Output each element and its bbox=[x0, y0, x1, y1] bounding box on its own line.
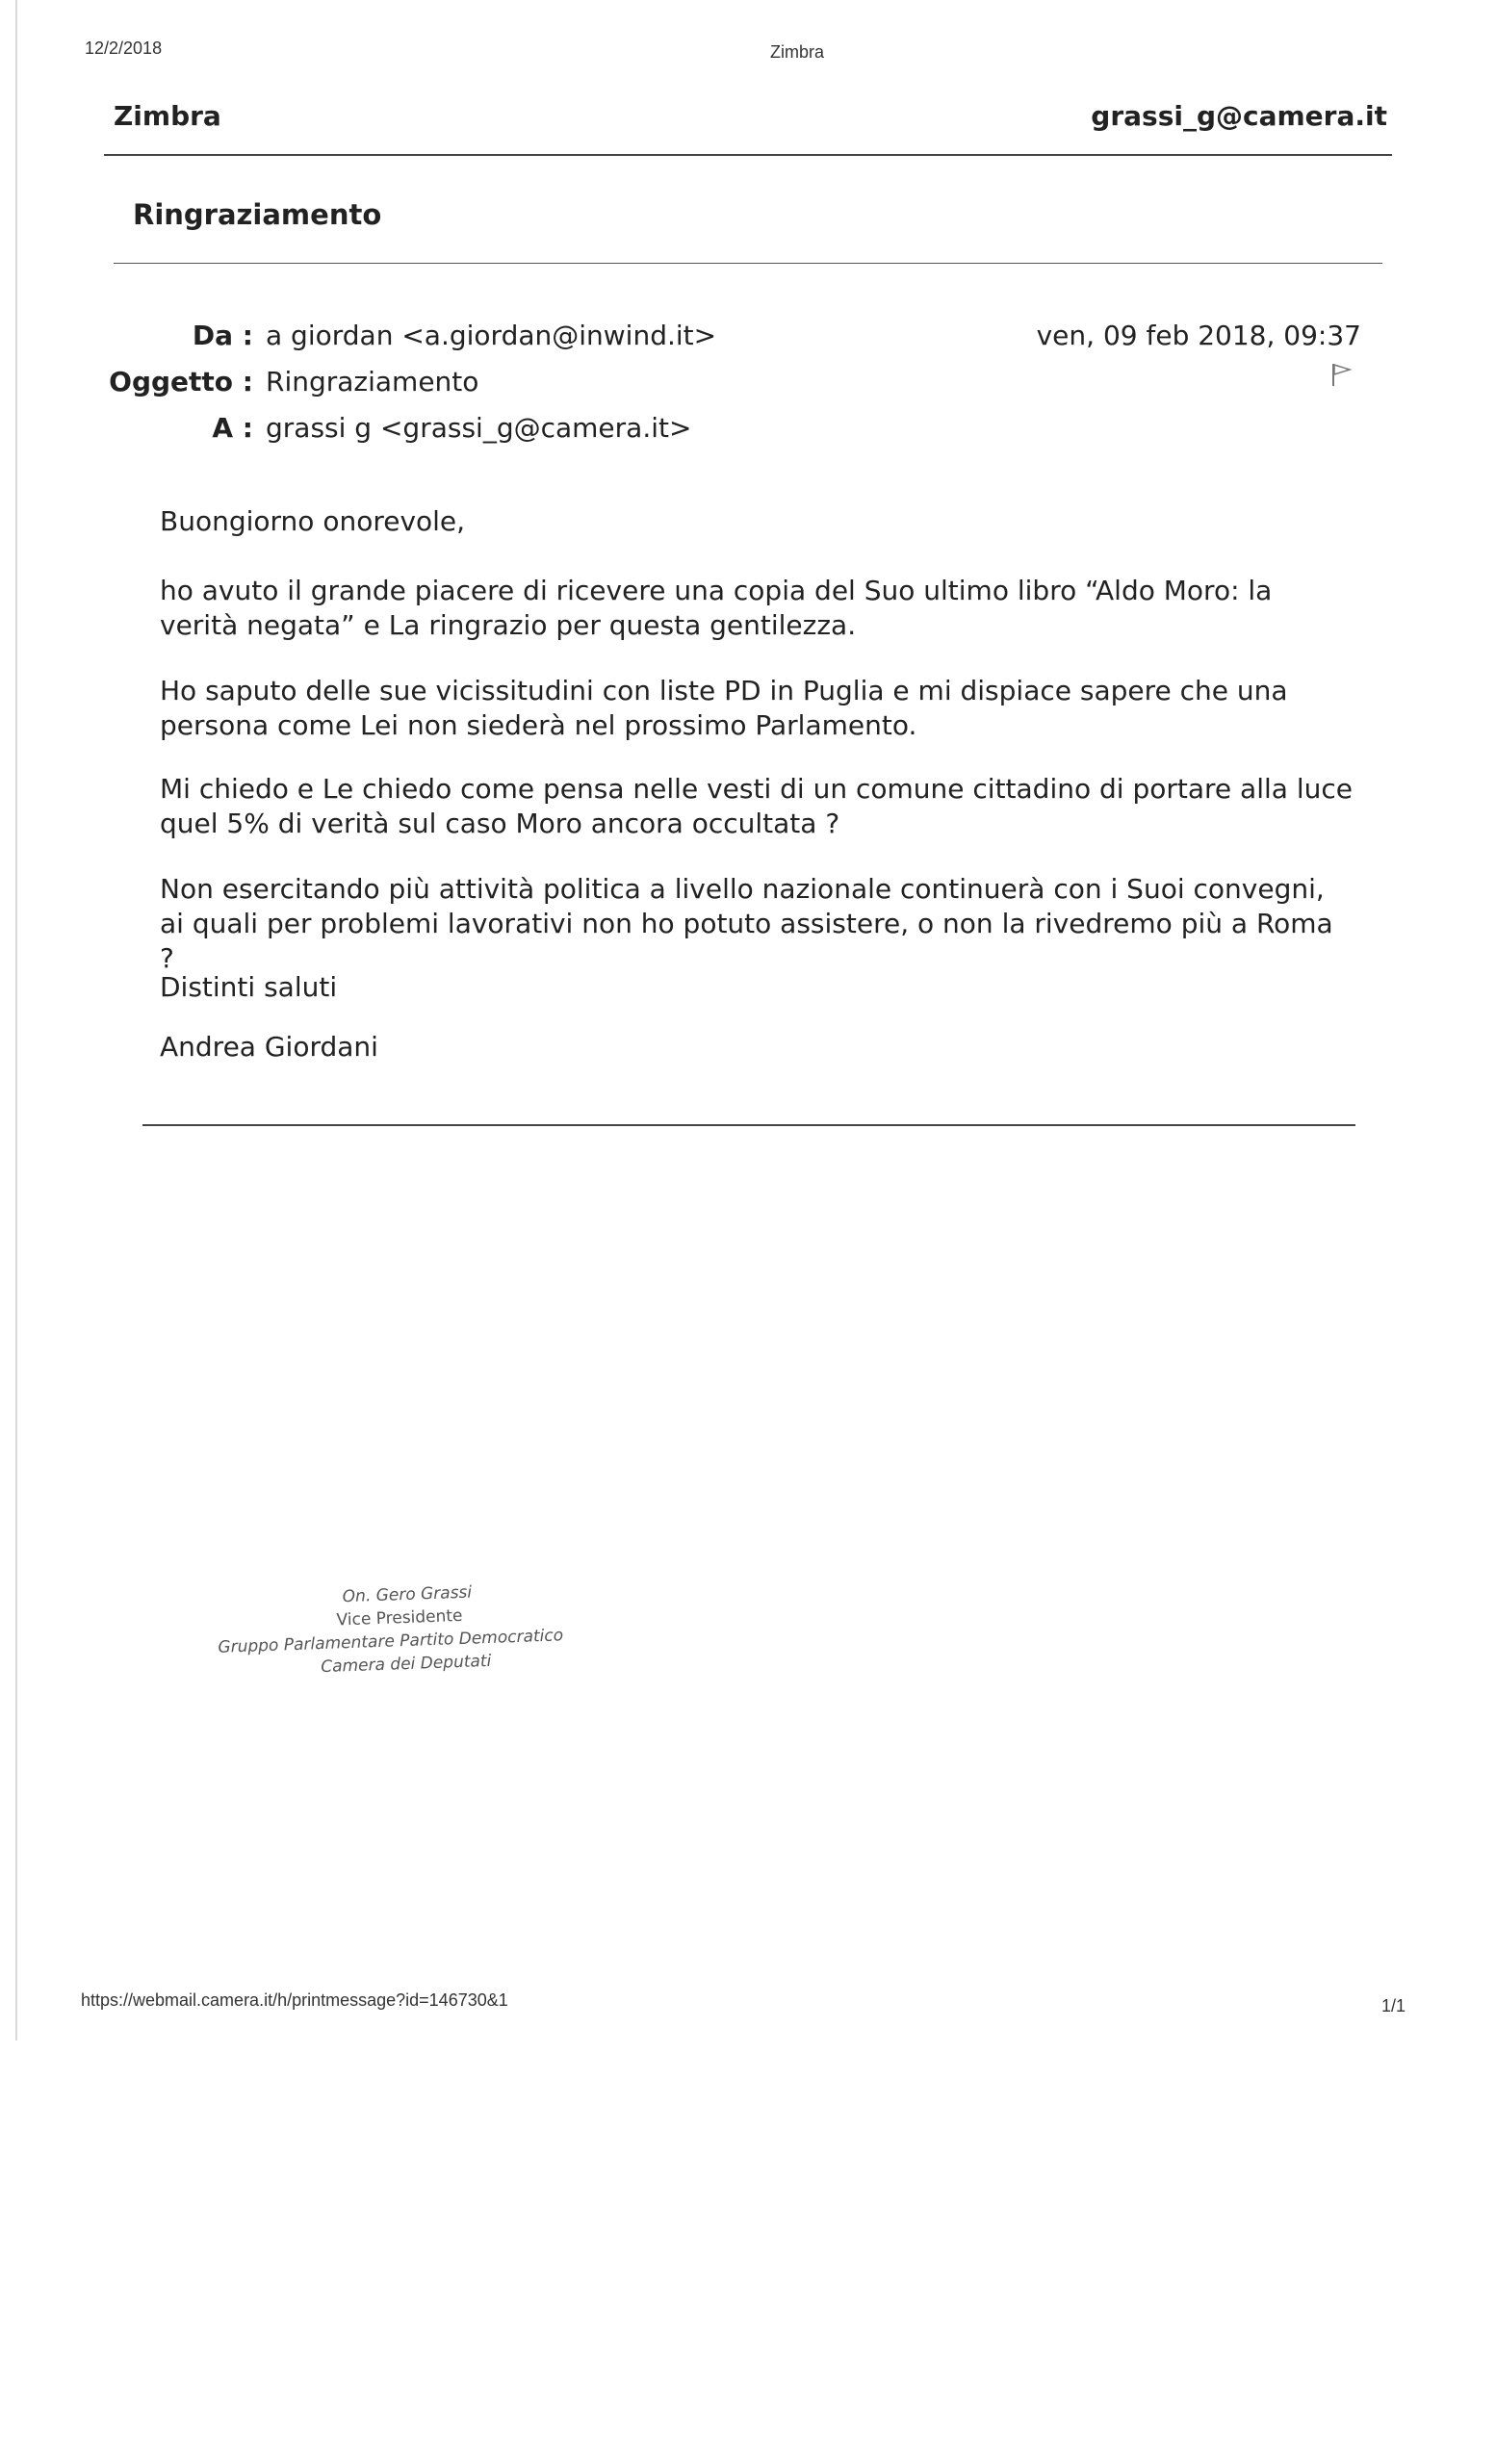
print-page-title: Zimbra bbox=[770, 42, 825, 62]
stamp-institution: Camera dei Deputati bbox=[320, 1651, 492, 1678]
message-subject-title: Ringraziamento bbox=[133, 198, 382, 231]
app-name: Zimbra bbox=[114, 100, 221, 132]
body-paragraph-1: ho avuto il grande piacere di ricevere una copia del Suo ultimo libro “Aldo Moro: la verità negata” e La ringrazio per questa gentilezza. bbox=[160, 575, 1273, 641]
account-email: grassi_g@camera.it bbox=[1091, 100, 1387, 132]
print-date: 12/2/2018 bbox=[85, 38, 163, 58]
scan-edge bbox=[15, 0, 17, 2040]
body-greeting: Buongiorno onorevole, bbox=[160, 505, 466, 537]
flag-icon[interactable] bbox=[1330, 362, 1354, 387]
body-closing: Distinti saluti bbox=[160, 971, 338, 1003]
message-end-divider bbox=[142, 1124, 1355, 1126]
to-value: grassi g <grassi_g@camera.it> bbox=[266, 412, 692, 444]
stamp-role: Vice Presidente bbox=[336, 1605, 463, 1630]
print-page-number: 1/1 bbox=[1380, 1996, 1406, 2015]
header-divider bbox=[104, 154, 1392, 156]
body-paragraph-2: Ho saputo delle sue vicissitudini con liste PD in Puglia e mi dispiace sapere che una persona come Lei non siederà nel prossimo Parlamento. bbox=[160, 675, 1288, 741]
body-signature: Andrea Giordani bbox=[160, 1031, 378, 1063]
body-paragraph-4: Non esercitando più attività politica a livello nazionale continuerà con i Suoi convegni, ai quali per problemi lavorativi non ho potuto assistere, o non la rivedremo più a Roma ? bbox=[160, 873, 1333, 974]
stamp-group: Gruppo Parlamentare Partito Democratico bbox=[218, 1626, 564, 1657]
stamp-name: On. Gero Grassi bbox=[342, 1582, 473, 1607]
message-date: ven, 09 feb 2018, 09:37 bbox=[1036, 320, 1361, 351]
body-paragraph-3: Mi chiedo e Le chiedo come pensa nelle vesti di un comune cittadino di portare alla luce quel 5% di verità sul caso Moro ancora occultata ? bbox=[160, 773, 1353, 839]
from-label: Da : bbox=[192, 320, 253, 351]
from-value: a giordan <a.giordan@inwind.it> bbox=[266, 320, 717, 351]
official-stamp bbox=[212, 1564, 620, 1704]
to-label: A : bbox=[212, 412, 253, 444]
subject-value: Ringraziamento bbox=[266, 366, 479, 398]
print-url: https://webmail.camera.it/h/printmessage?id=146730&1 bbox=[81, 1990, 508, 2010]
subject-divider bbox=[114, 263, 1382, 264]
subject-label: Oggetto : bbox=[109, 366, 253, 398]
